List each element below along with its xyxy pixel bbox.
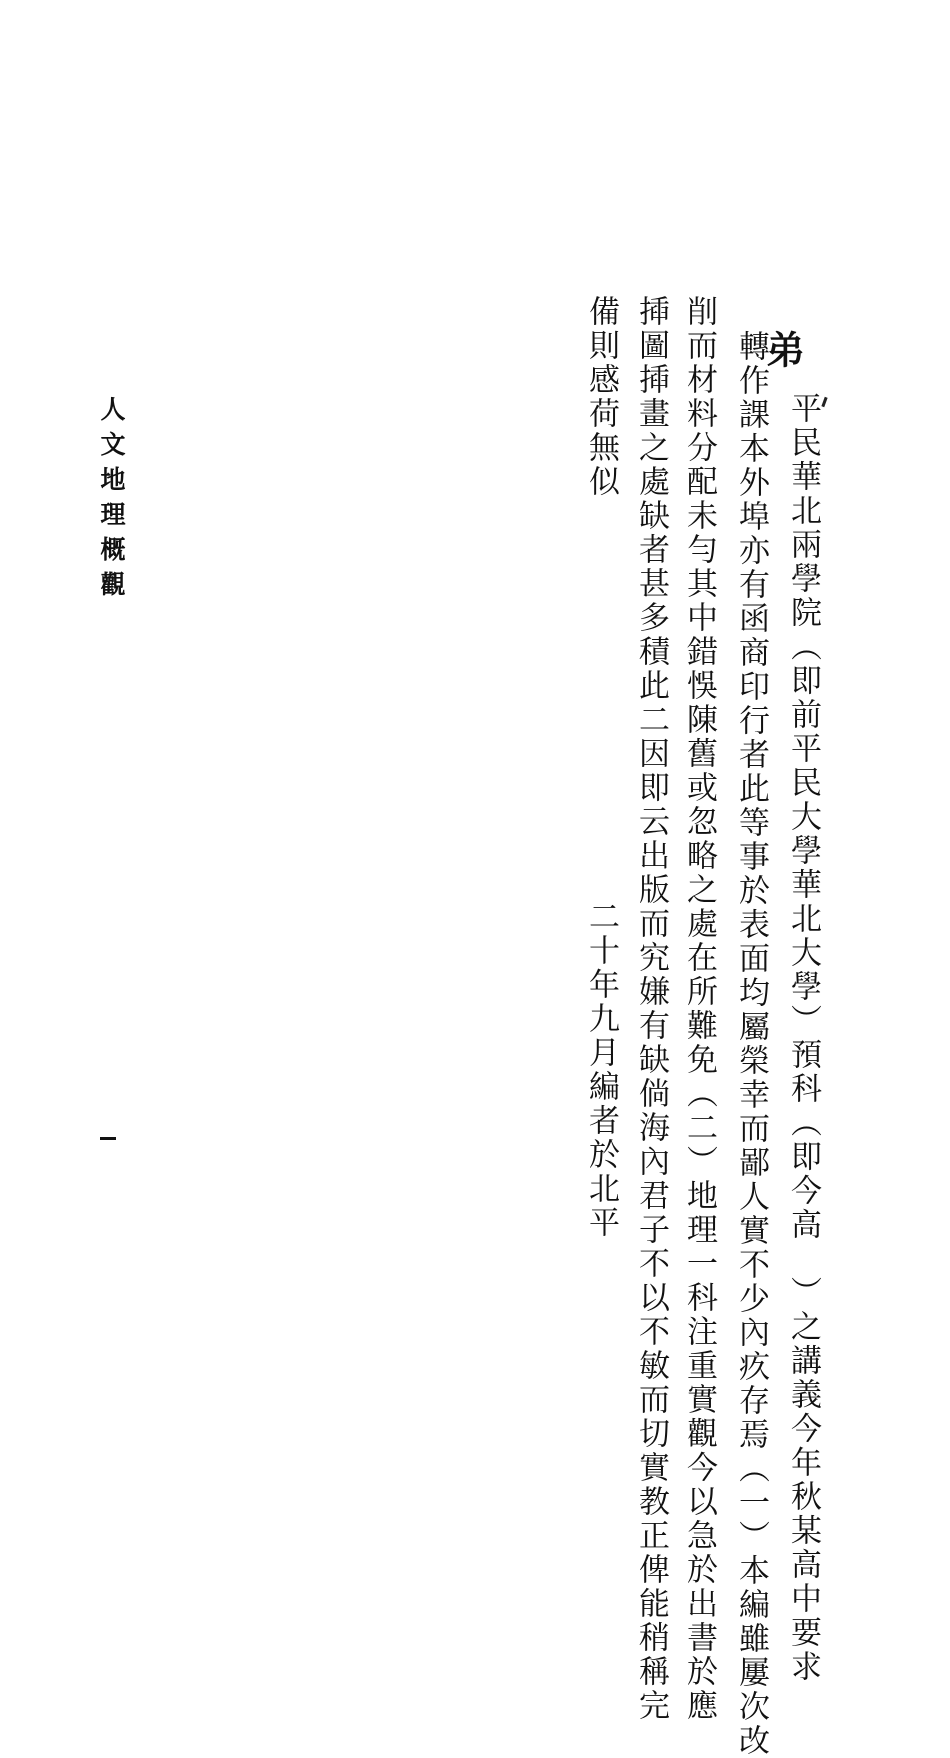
text-column-5: 備則感荷無似 xyxy=(583,295,619,499)
text-column-2: 轉作課本外埠亦有函商印行者此等事於表面均屬榮幸而鄙人實不少內疚存焉（一）本編雖屢次改 xyxy=(733,330,769,1758)
running-head-title: 人文地理概觀 xyxy=(97,396,126,606)
page-number xyxy=(100,1128,116,1147)
text-column-1: 平民華北兩學院（即前平民大學華北大學）預科（即今高 ）之講義今年秋某高中要求 xyxy=(785,392,821,1684)
section-heading-mark: 弟 xyxy=(760,330,805,368)
page-number-glyph xyxy=(100,1137,116,1140)
text-column-4: 揷圖揷畫之處缺者甚多積此二因即云出版而究嫌有缺倘海內君子不以不敏而切實教正俾能稍稱完 xyxy=(633,295,669,1723)
text-column-3: 削而材料分配未勻其中錯悞陳舊或忽略之處在所難免（二）地理一科注重實觀今以急於出書於應 xyxy=(681,295,717,1723)
signature-line: 二十年九月編者於北平 xyxy=(583,900,619,1240)
tick-mark xyxy=(821,397,827,407)
